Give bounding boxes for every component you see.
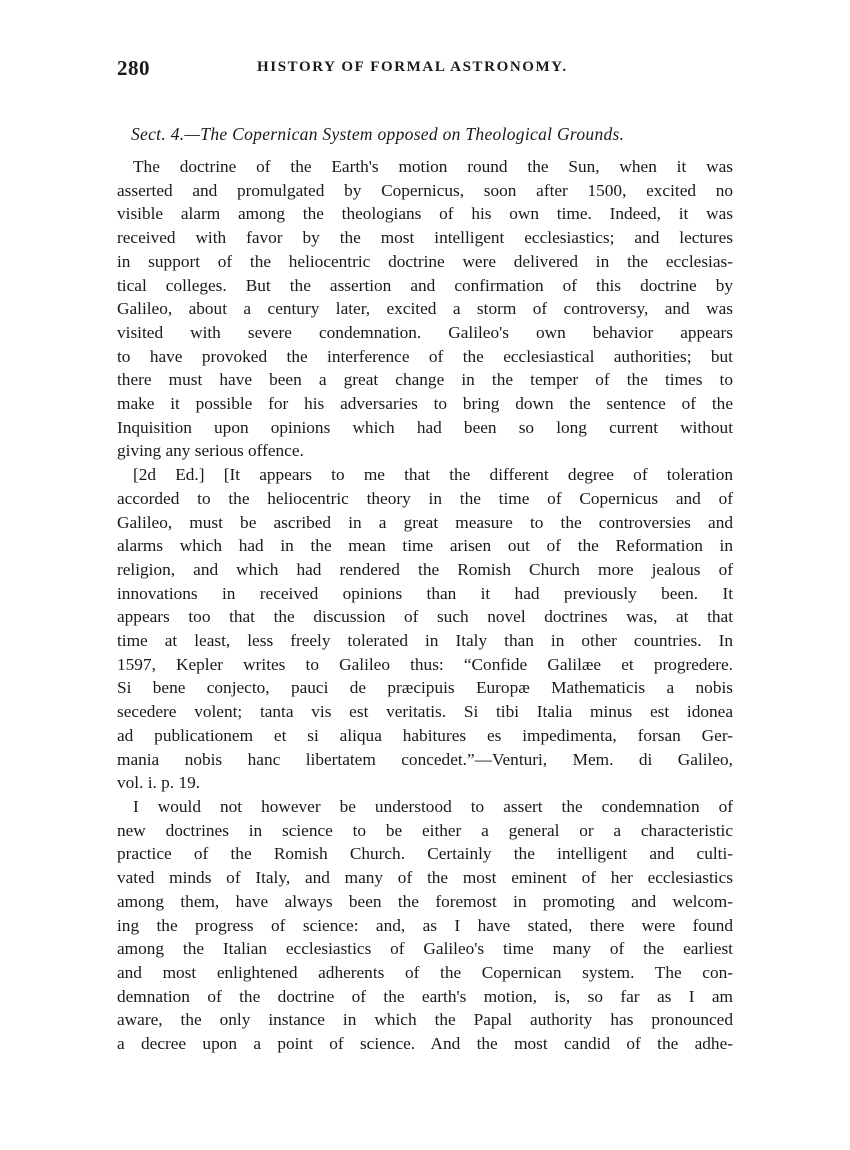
text-line: Galileo, must be ascribed in a great measure to the controversies and xyxy=(117,512,733,532)
text-line: visited with severe condemnation. Galileo's own behavior appears xyxy=(117,322,733,342)
section-label: Sect. 4. xyxy=(131,124,185,144)
text-line: to have provoked the interference of the ecclesiastical authorities; but xyxy=(117,346,733,366)
text-line: 1597, Kepler writes to Galileo thus: “Confide Galilæe et progredere. xyxy=(117,654,733,674)
text-line: visible alarm among the theologians of his own time. Indeed, it was xyxy=(117,204,733,224)
paragraph-1 xyxy=(117,155,733,463)
section-dash: — xyxy=(184,124,201,144)
text-line: among the Italian ecclesiastics of Galileo's time many of the earliest xyxy=(117,939,733,959)
text-line: among them, have always been the foremost in promoting and welcom- xyxy=(117,891,733,911)
text-line: Galileo, about a century later, excited a storm of controversy, and was xyxy=(117,299,733,319)
page-number: 280 xyxy=(117,56,150,80)
paragraph-2 xyxy=(117,463,733,795)
text-line: appears too that the discussion of such novel doctrines was, at that xyxy=(117,607,733,627)
text-line: [2d Ed.] [It appears to me that the different degree of toleration xyxy=(133,465,733,485)
text-line: I would not however be understood to assert the condemnation of xyxy=(133,796,733,816)
page-header xyxy=(117,56,733,86)
text-line: Inquisition upon opinions which had been so long current without xyxy=(117,417,733,437)
text-line: time at least, less freely tolerated in Italy than in other countries. In xyxy=(117,631,733,651)
text-line: a decree upon a point of science. And the most candid of the adhe- xyxy=(117,1034,733,1054)
text-line: alarms which had in the mean time arisen out of the Reformation in xyxy=(117,536,733,556)
text-line: aware, the only instance in which the Papal authority has pronounced xyxy=(117,1010,733,1030)
text-line: there must have been a great change in the temper of the times to xyxy=(117,370,733,390)
text-line: in support of the heliocentric doctrine were delivered in the ecclesias- xyxy=(117,251,733,271)
section-title: The Copernican System opposed on Theological Grounds. xyxy=(200,124,625,144)
body-text xyxy=(117,155,733,1056)
text-line: accorded to the heliocentric theory in the time of Copernicus and of xyxy=(117,488,733,508)
text-line: religion, and which had rendered the Romish Church more jealous of xyxy=(117,559,733,579)
text-line: The doctrine of the Earth's motion round the Sun, when it was xyxy=(133,157,733,176)
text-line: secedere volent; tanta vis est veritatis. Si tibi Italia minus est idonea xyxy=(117,702,733,722)
text-line: make it possible for his adversaries to bring down the sentence of the xyxy=(117,394,733,414)
text-line: innovations in received opinions than it had previously been. It xyxy=(117,583,733,603)
text-line: giving any serious offence. xyxy=(117,441,304,461)
text-line: vol. i. p. 19. xyxy=(117,773,201,793)
text-line: new doctrines in science to be either a general or a characteristic xyxy=(117,820,733,840)
text-line: asserted and promulgated by Copernicus, soon after 1500, excited no xyxy=(117,180,733,200)
text-line: ad publicationem et si aliqua habitures es impedimenta, forsan Ger- xyxy=(117,725,733,745)
paragraph-3 xyxy=(117,795,733,1056)
running-title: HISTORY OF FORMAL ASTRONOMY. xyxy=(257,59,568,75)
text-line: and most enlightened adherents of the Copernican system. The con- xyxy=(117,962,733,982)
text-line: tical colleges. But the assertion and confirmation of this doctrine by xyxy=(117,275,733,295)
text-line: ing the progress of science: and, as I have stated, there were found xyxy=(117,915,733,935)
text-line: demnation of the doctrine of the earth's motion, is, so far as I am xyxy=(117,986,733,1006)
text-line: vated minds of Italy, and many of the most eminent of her ecclesiastics xyxy=(117,868,733,888)
page xyxy=(117,56,733,1056)
text-line: practice of the Romish Church. Certainly the intelligent and culti- xyxy=(117,844,733,864)
text-line: mania nobis hanc libertatem concedet.”—Venturi, Mem. di Galileo, xyxy=(117,749,733,769)
text-line: Si bene conjecto, pauci de præcipuis Europæ Mathematicis a nobis xyxy=(117,678,733,698)
text-line: received with favor by the most intelligent ecclesiastics; and lectures xyxy=(117,228,733,248)
section-heading xyxy=(131,124,733,145)
